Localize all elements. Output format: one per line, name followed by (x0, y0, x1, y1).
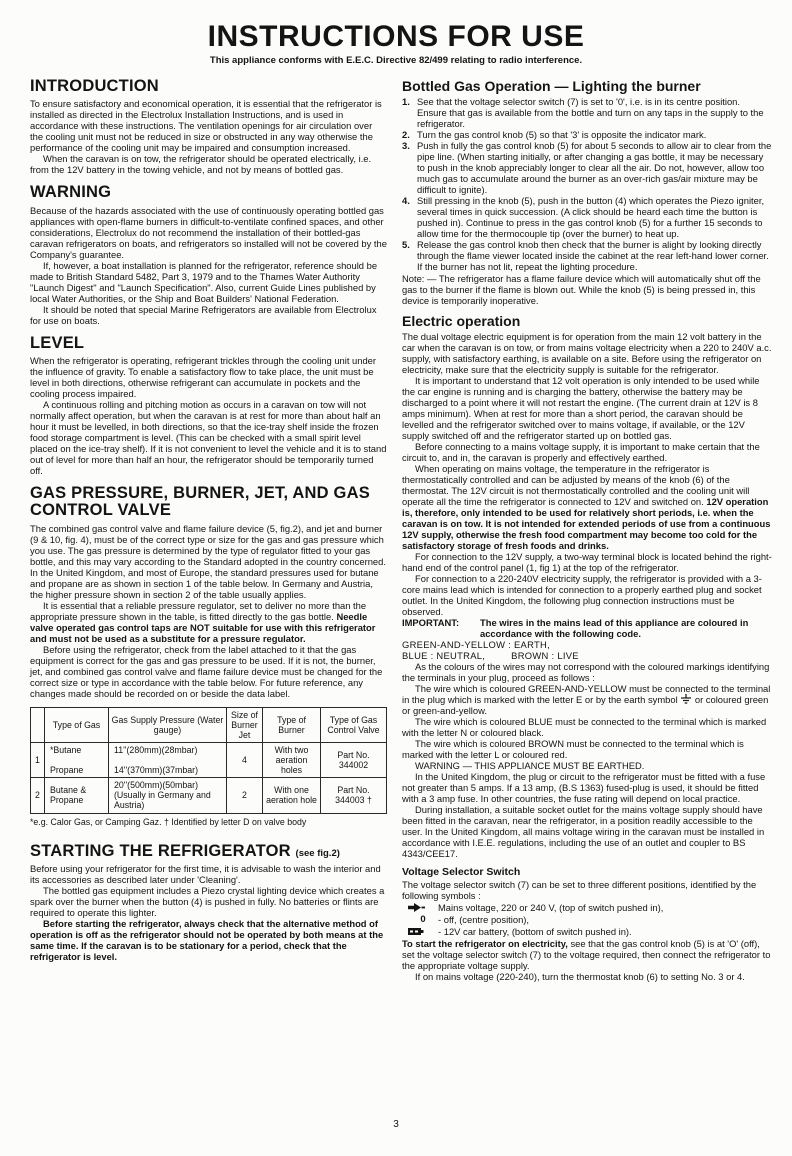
cell-pressure (109, 742, 227, 777)
step-number: 2. (402, 129, 410, 140)
gas-pressure-table (30, 707, 387, 814)
voltage-symbol-label: Mains voltage, 220 or 240 V, (top of switch pushed in), (438, 902, 664, 913)
battery-icon (408, 927, 438, 936)
paragraph: In the United Kingdom, the plug or circuit to the refrigerator must be fitted with a fuse not greater than 5 amps. If a 13 amp, (B.S 1363) fused-plug is used, it should be fitted with a 3 amp fuse. In other countries, the fuse rating will depend on local practice. (402, 771, 766, 804)
paragraph: A continuous rolling and pitching motion as occurs in a caravan on tow will not normally affect operation, but when the caravan is at rest for more than about half an hour it must be levelled, in both directions, so that the ice-tray shelf inside the frozen food storage compartment is level. (This can be checked with a small spirit level placed on the ice-tray shelf). If it is not convenient to level the vehicle and it is to stand out of level for more than half an hour, the refrigerator should be temporarily turned off. (30, 398, 387, 476)
warning-earthed-line: WARNING — THIS APPLIANCE MUST BE EARTHED. (415, 760, 645, 771)
heading-starting (30, 843, 387, 860)
voltage-symbol-row (402, 902, 772, 913)
important-notice (402, 617, 772, 639)
paragraph: Before using your refrigerator for the first time, it is advisable to wash the interior and its accessories as described later under 'Cleaning'. (30, 862, 381, 885)
paragraph: When the refrigerator is operating, refrigerant trickles through the cooling unit under the influence of gravity. To enable a satisfactory flow to take place, the unit must be level in both directions, otherwise refrigerant can accumulate in pockets and the cooling process impaired. (30, 354, 377, 399)
heading-bottled-gas: Bottled Gas Operation — Lighting the burner (402, 78, 701, 94)
paragraph (30, 600, 387, 644)
table-header-pressure: Gas Supply Pressure (Water gauge) (109, 707, 227, 742)
page-number: 3 (393, 1119, 399, 1130)
step-number: 1. (402, 96, 410, 107)
page-header (0, 0, 792, 66)
paragraph: It should be noted that special Marine Refrigerators are available from Electrolux for use on boats. (30, 303, 377, 326)
paragraph: The wire which is coloured BLUE must be connected to the terminal which is marked with the letter N or coloured black. (402, 716, 767, 738)
wire-code-line (402, 650, 772, 661)
table-header-blank (31, 707, 45, 742)
pressure-propane: 14''(370mm)(37mbar) (114, 765, 199, 776)
paragraph: If on mains voltage (220-240), turn the thermostat knob (6) to setting No. 3 or 4. (415, 971, 745, 983)
paragraph: To ensure satisfactory and economical operation, it is essential that the refrigerator is installed as directed in the Electrolux Installation Instructions, and is used in accordance with these instructions. The ventilation openings for air circulation over the cooling unit must not be reduced in size or obstructed in any way otherwise the performance of the cooling unit may be impaired and consumption increased. (30, 98, 382, 154)
list-item (402, 195, 772, 239)
heading-introduction: INTRODUCTION (30, 77, 159, 95)
note-paragraph: Note: — The refrigerator has a flame failure device which will automatically shut off the gas to the burner if the flame is blown out. While the knob (5) is being pressed in, this device is temporarily inoperative. (402, 273, 761, 306)
table-row (31, 742, 387, 777)
paragraph (402, 938, 772, 971)
list-item (402, 140, 772, 195)
heading-starting-suffix: (see fig.2) (295, 847, 340, 859)
pressure-butane: 11''(280mm)(28mbar) (114, 744, 198, 755)
paragraph (402, 463, 772, 551)
two-column-layout (0, 66, 792, 982)
paragraph-bold: Before starting the refrigerator, always check that the alternative method of operation is off as the refrigerator should not be operated by both means at the same time. If the caravan is to be stationary for a period, check that the refrigerator is level. (30, 917, 384, 962)
paragraph-text: When operating on mains voltage, the temperature in the refrigerator is thermostatically controlled and can be adjusted by means of the knob (6) of the thermostat. The 12V circuit is not thermostatically controlled and the cooling unit will operate all the time the refrigerator is connected to 12V and switched on. (402, 463, 750, 507)
step-number: 3. (402, 140, 410, 151)
heading-electric-operation: Electric operation (402, 313, 521, 329)
row-number: 1 (31, 742, 45, 777)
page-title: INSTRUCTIONS FOR USE (207, 20, 585, 53)
heading-warning: WARNING (30, 183, 112, 202)
cell-jet-size: 2 (227, 778, 263, 813)
paragraph: The combined gas control valve and flame failure device (5, fig.2), and jet and burner (9 & 10, fig. 4), must be of the correct type or size for the gas and gas pressure which you use. The gas pressure is determined by the type of regulator fitted to your gas bottle, and this may vary according to the Standard adopted in the country concerned. In the United Kingdom, and most of Europe, the standard pressures used for butane and propane are as shown in section 1 of the table below. In Germany and Austria, the higher pressure shown in section 2 of the table usually applies. (30, 522, 386, 600)
cell-valve-type: Part No. 344002 (321, 742, 387, 777)
paragraph: It is important to understand that 12 volt operation is only intended to be used while the car engine is running and is charging the battery, otherwise the battery may be discharged to a point where it will not restart the engine. (The current drain at 12V is 8 amps minimum). When at rest for more than a short period, the caravan should be levelled and the refrigerator switched over to mains voltage, if available, or the 12V supply switched off and the refrigerator started up on bottled gas. (402, 375, 760, 441)
paragraph-text: or coloured green or green-and-yellow. (402, 694, 769, 716)
voltage-symbol-label: - off, (centre position), (438, 914, 530, 926)
paragraph: The wire which is coloured BROWN must be connected to the terminal which is marked with the letter L or coloured red. (402, 738, 744, 760)
heading-gas-pressure: GAS PRESSURE, BURNER, JET, AND GAS CONTROL VALVE (30, 483, 370, 520)
table-header-burner: Type of Burner (263, 707, 321, 742)
gas-type-butane: *Butane (50, 744, 82, 755)
paragraph: For connection to a 220-240V electricity supply, the refrigerator is provided with a 3-core mains lead which is intended for connection to a properly earthed plug and socket outlet. In the United Kingdom, the following plug connection instructions must be observed. (402, 573, 762, 617)
paragraph: Before using the refrigerator, check from the label attached to it that the gas equipment is correct for the gas and gas pressure to be used. If it is not, the burner, jet, and combined gas control valve and flame failure device must be changed for the correct size or type in accordance with the table below. For future reference, any changes made should be recorded on or beside the data label. (30, 643, 383, 699)
voltage-symbol-row (402, 926, 772, 937)
right-column (402, 78, 772, 982)
row-number: 2 (31, 778, 45, 813)
mains-plug-icon (408, 903, 438, 912)
important-label: IMPORTANT: (402, 617, 460, 628)
cell-gas-type (45, 742, 109, 777)
paragraph: During installation, a suitable socket outlet for the mains voltage supply should have been fitted in the caravan, near the refrigerator, in a position readily accessible to the user. In the United Kingdom, all mains voltage wiring in the caravan must be installed in accordance with I.E.E. regulations, including the use of an outlet and coupler to BS 4343/CEE17. (402, 804, 765, 859)
cell-pressure: 20''(500mm)(50mbar) (Usually in Germany and Austria) (109, 778, 227, 813)
cell-burner-type: With one aeration hole (263, 778, 321, 813)
zero-glyph: 0 (420, 914, 426, 925)
wire-code-line: GREEN-AND-YELLOW : EARTH, (402, 639, 550, 650)
step-number: 4. (402, 195, 410, 206)
page-subtitle: This appliance conforms with E.E.C. Directive 82/499 relating to radio interference. (209, 55, 583, 66)
step-text: See that the voltage selector switch (7) is set to '0', i.e. is in its centre position. Ensure that gas is available from the bottle and turn on any taps in the supply to the refrigerator. (417, 96, 764, 129)
cell-jet-size: 4 (227, 742, 263, 777)
wire-code-brown: BROWN : LIVE (511, 650, 579, 661)
table-header-jet: Size of Burner Jet (227, 707, 263, 742)
wire-code-blue: BLUE : NEUTRAL, (402, 650, 486, 661)
paragraph: Before connecting to a mains voltage supply, it is important to make certain that the circuit to, and in, the caravan is properly and effectively earthed. (402, 441, 760, 463)
paragraph: The dual voltage electric equipment is for operation from the main 12 volt battery in the car when the caravan is on tow, or from mains voltage electricity when a 220 to 240V a.c. supply, with satisfactory earthing, is available on a site. Before using the refrigerator on electricity, make sure that the electricity supply is suitable for the refrigerator. (402, 331, 772, 375)
heading-starting-text: STARTING THE REFRIGERATOR (30, 841, 291, 860)
heading-voltage-selector: Voltage Selector Switch (402, 866, 521, 878)
left-column (30, 78, 387, 982)
step-text: Push in fully the gas control knob (5) for about 5 seconds to allow air to clear from the pipe line. (When starting initially, or after changing a gas bottle, it may be necessary to push in the knob appreciably longer to clear all the air. Do not, however, allow too much gas to accumulate around the burner as an over-rich gas/air mixture may be difficult to ignite). (417, 140, 772, 195)
list-item (402, 239, 772, 272)
earth-symbol-icon (680, 694, 692, 704)
paragraph: When the caravan is on tow, the refrigerator should be operated electrically, i.e. from the 12V battery in the towing vehicle, and not by means of bottled gas. (30, 153, 372, 176)
cell-gas-type: Butane & Propane (45, 778, 109, 813)
voltage-symbol-label: - 12V car battery, (bottom of switch pushed in). (438, 926, 632, 938)
table-header-row (31, 707, 387, 742)
lighting-steps-list (402, 96, 772, 272)
cell-valve-type: Part No. 344003 † (321, 778, 387, 813)
paragraph: The bottled gas equipment includes a Piezo crystal lighting device which creates a spark over the burner when the button (4) is pushed in fully. No batteries or flints are required to operate this lighter. (30, 884, 385, 918)
step-text: Release the gas control knob then check that the burner is alight by looking directly through the flame viewer located inside the cabinet at the rear left-hand lower corner. If the burner has not lit, repeat the lighting procedure. (417, 239, 769, 272)
step-number: 5. (402, 239, 410, 250)
table-header-valve: Type of Gas Control Valve (321, 707, 387, 742)
paragraph-bold-text: 12V operation is, therefore, only intended to be used for relatively short periods, i.e. when the caravan is on tow. It is not intended for extended periods of use from a continuous 12V supply, otherwise the fresh food compartment may become too cold for the satisfactory storage of fresh foods and drinks. (402, 496, 771, 551)
step-text: Still pressing in the knob (5), push in the button (4) which operates the Piezo igniter, several times in quick succession. (A click should be heard each time the button is pushed in). Continue to press in the gas control knob (5) for a further 15 seconds to allow time for the thermocouple tip (over the burner) to heat up. (417, 195, 765, 239)
table-header-gas: Type of Gas (45, 707, 109, 742)
zero-position-symbol (408, 914, 438, 925)
paragraph: Because of the hazards associated with the use of continuously operating bottled gas appliances with open-flame burners in difficult-to-ventilate confined spaces, and other considerations, Electrolux do not recommend the installation of their bottled-gas caravan refrigerators on boats, and refrigerators so installed will not be covered by the Company's guarantee. (30, 204, 387, 260)
table-row (31, 778, 387, 813)
paragraph-bold-text: To start the refrigerator on electricity, (402, 938, 568, 950)
paragraph: If, however, a boat installation is planned for the refrigerator, reference should be made to British Standard 5482, Part 3, 1979 and to the Thames Water Authority "Launch Digest" and "Launch Specification". Also, current Guide Lines published by local Water Authorities, or the Ship and Boat Builders' National Federation. (30, 259, 378, 304)
list-item (402, 129, 772, 140)
paragraph: As the colours of the wires may not correspond with the coloured markings identifying the terminals in your plug, proceed as follows : (402, 661, 770, 683)
table-footnote: *e.g. Calor Gas, or Camping Gaz. † Identified by letter D on valve body (30, 816, 307, 827)
paragraph-text: see that the gas control knob (5) is at 'O' (off), set the voltage selector switch (7) to the voltage required, then connect the refrigerator to the appropriate voltage supply. (402, 938, 771, 972)
important-text: The wires in the mains lead of this appliance are coloured in accordance with the following code. (480, 617, 749, 639)
heading-level: LEVEL (30, 333, 85, 352)
paragraph: The voltage selector switch (7) can be set to three different positions, identified by the following symbols : (402, 879, 757, 901)
gas-type-propane: Propane (50, 765, 84, 776)
step-text: Turn the gas control knob (5) so that '3' is opposite the indicator mark. (417, 129, 707, 140)
paragraph-text: The wire which is coloured GREEN-AND-YELLOW must be connected to the terminal in the plug which is marked with the letter E or by the earth symbol (402, 683, 771, 705)
paragraph: For connection to the 12V supply, a two-way terminal block is located behind the right-hand end of the control panel (1, fig 1) at the top of the refrigerator. (402, 551, 772, 573)
list-item (402, 96, 772, 129)
paragraph (402, 683, 772, 716)
paragraph-bold-text: Needle valve operated gas control taps are NOT suitable for use with this refrigerator and must not be used as a substitute for a pressure regulator. (30, 610, 376, 644)
paragraph-text: It is essential that a reliable pressure regulator, set to deliver no more than the appropriate pressure shown in the table, is fitted directly to the gas bottle. (30, 599, 367, 622)
voltage-symbol-row (402, 914, 772, 925)
cell-burner-type: With two aeration holes (263, 742, 321, 777)
